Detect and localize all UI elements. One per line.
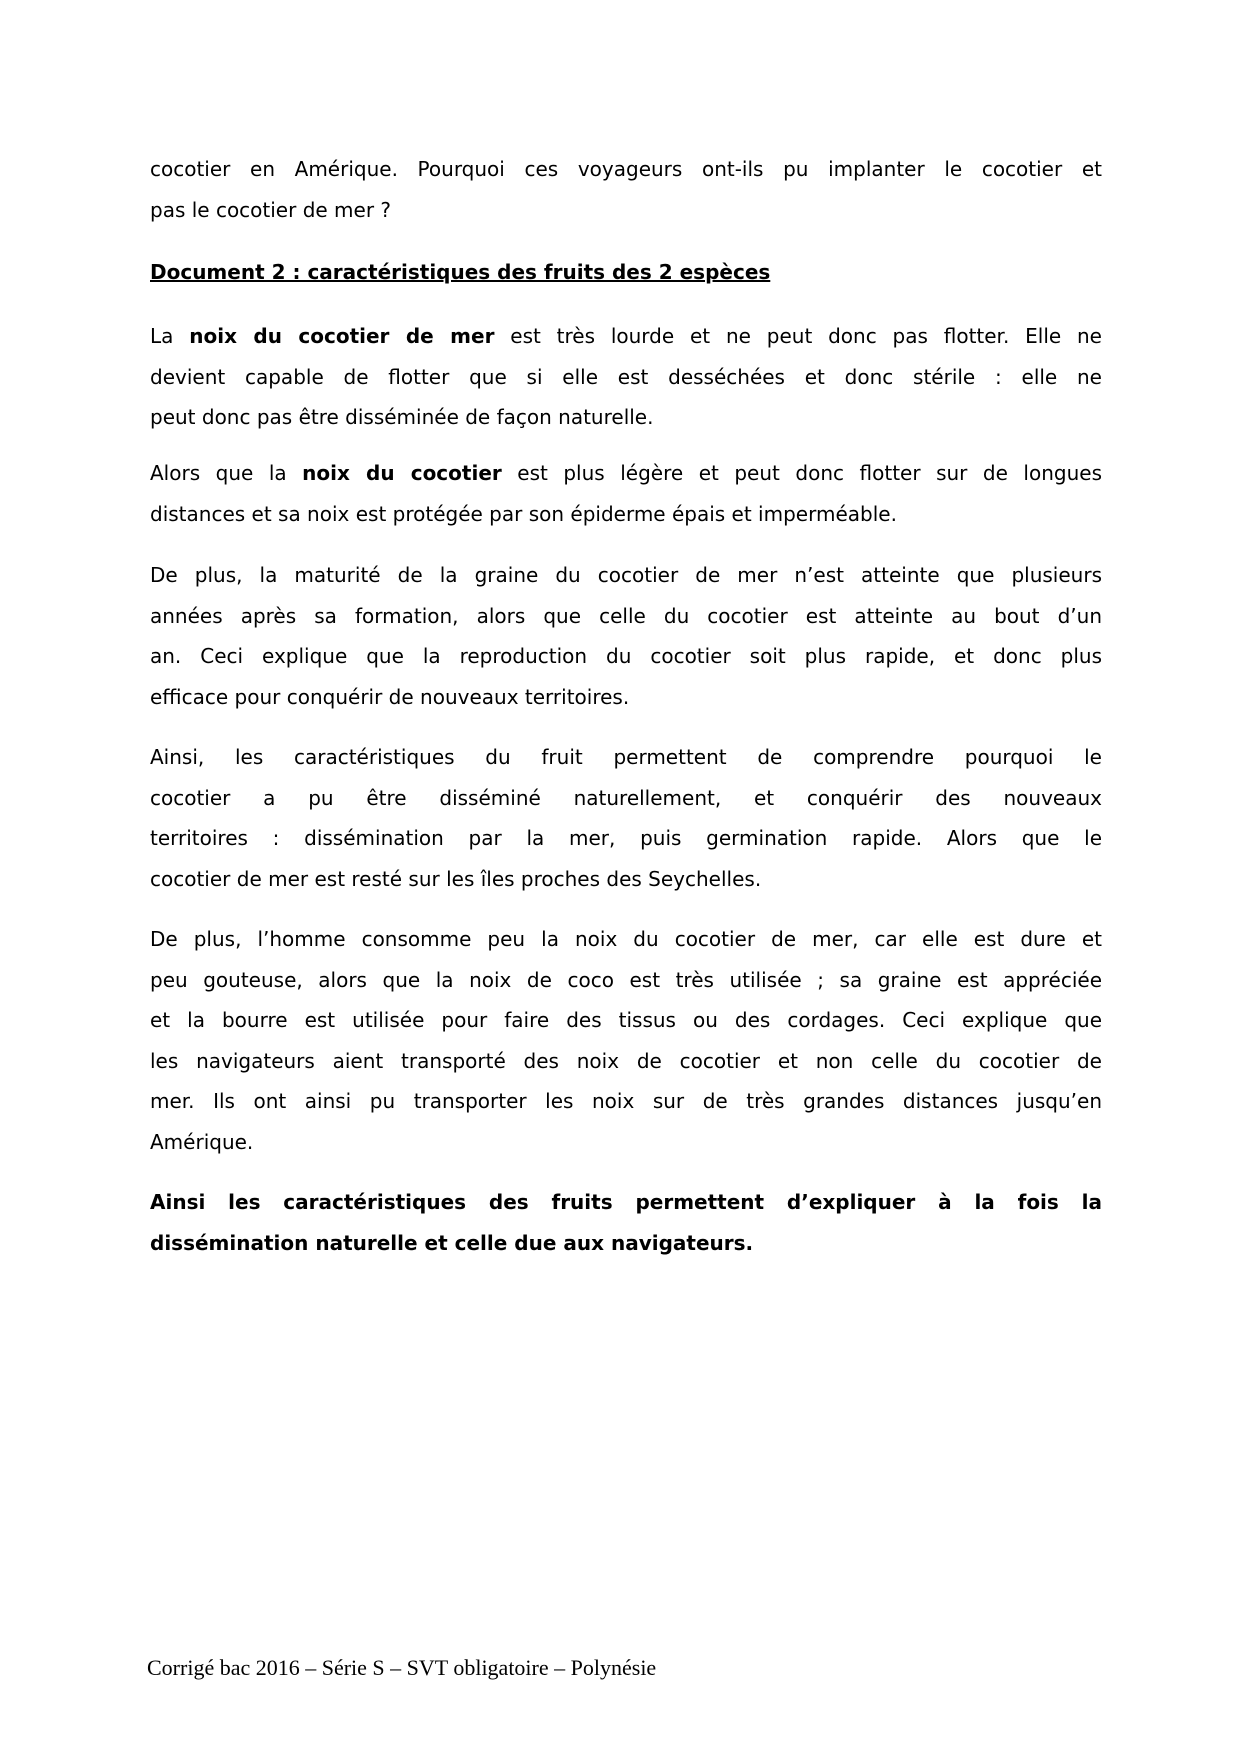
text-segment: Amérique. — [150, 1129, 254, 1154]
text-segment: De plus, la maturité de la graine du cocotier de mer n’est atteinte que plusieurs — [150, 563, 1102, 587]
text-segment: cocotier en Amérique. Pourquoi ces voyageurs ont-ils pu implanter le cocotier et — [150, 157, 1102, 181]
text-segment: an. Ceci explique que la reproduction du cocotier soit plus rapide, et donc plus — [150, 644, 1102, 668]
text-line — [150, 1182, 1102, 1223]
paragraph — [150, 555, 1102, 717]
paragraph — [150, 1182, 1102, 1263]
text-segment: mer. Ils ont ainsi pu transporter les noix sur de très grandes distances jusqu’en — [150, 1089, 1102, 1113]
text-segment: pas le cocotier de mer ? — [150, 197, 392, 222]
text-segment: années après sa formation, alors que celle du cocotier est atteinte au bout d’un — [150, 603, 1102, 628]
paragraph — [150, 149, 1102, 230]
text-line — [150, 1223, 1102, 1264]
text-line — [150, 677, 1102, 718]
text-segment: La — [150, 324, 190, 348]
page-footer: Corrigé bac 2016 – Série S – SVT obligatoire – Polynésie — [147, 1655, 657, 1680]
text-line — [150, 1081, 1102, 1122]
text-line — [150, 190, 1102, 231]
bold-text: dissémination naturelle et celle due aux navigateurs. — [150, 1230, 754, 1255]
paragraph — [150, 737, 1102, 899]
text-segment: et la bourre est utilisée pour faire des tissus ou des cordages. Ceci explique que — [150, 1008, 1102, 1032]
text-line — [150, 1000, 1102, 1041]
text-line — [150, 494, 1102, 535]
text-line — [150, 316, 1102, 357]
text-segment: territoires : dissémination par la mer, puis germination rapide. Alors que le — [150, 826, 1102, 850]
text-segment: efficace pour conquérir de nouveaux territoires. — [150, 684, 630, 709]
text-line — [150, 596, 1102, 637]
text-line — [150, 960, 1102, 1001]
text-segment: cocotier de mer est resté sur les îles proches des Seychelles. — [150, 866, 762, 891]
text-segment: cocotier a pu être disséminé naturellement, et conquérir des nouveaux — [150, 785, 1102, 810]
text-line — [150, 919, 1102, 960]
text-line — [150, 737, 1102, 778]
bold-text: noix du cocotier — [302, 461, 502, 485]
text-line — [150, 149, 1102, 190]
text-line — [150, 636, 1102, 677]
text-line — [150, 555, 1102, 596]
text-segment: peu gouteuse, alors que la noix de coco est très utilisée ; sa graine est appréciée — [150, 967, 1102, 992]
text-segment: De plus, l’homme consomme peu la noix du cocotier de mer, car elle est dure et — [150, 927, 1102, 951]
text-segment: est plus légère et peut donc flotter sur de longues — [501, 461, 1102, 485]
text-segment: devient capable de flotter que si elle est desséchées et donc stérile : elle ne — [150, 364, 1102, 389]
text-line — [150, 859, 1102, 900]
text-segment: les navigateurs aient transporté des noix de cocotier et non celle du cocotier de — [150, 1048, 1102, 1073]
bold-text: noix du cocotier de mer — [189, 324, 495, 348]
paragraph — [150, 316, 1102, 438]
section-heading: Document 2 : caractéristiques des fruits des 2 espèces — [150, 260, 771, 284]
text-segment: Ainsi, les caractéristiques du fruit permettent de comprendre pourquoi le — [150, 745, 1102, 769]
text-line — [150, 1041, 1102, 1082]
paragraph — [150, 919, 1102, 1162]
text-segment: Alors que la — [150, 461, 303, 485]
text-segment: distances et sa noix est protégée par son épiderme épais et imperméable. — [150, 501, 897, 526]
text-line — [150, 778, 1102, 819]
text-line — [150, 357, 1102, 398]
text-line — [150, 1122, 1102, 1163]
text-segment: peut donc pas être disséminée de façon naturelle. — [150, 405, 654, 429]
text-line — [150, 818, 1102, 859]
text-line — [150, 397, 1102, 438]
paragraph — [150, 453, 1102, 534]
bold-text: Ainsi les caractéristiques des fruits permettent d’expliquer à la fois la — [150, 1190, 1102, 1214]
text-segment: est très lourde et ne peut donc pas flotter. Elle ne — [494, 324, 1102, 348]
text-line — [150, 453, 1102, 494]
